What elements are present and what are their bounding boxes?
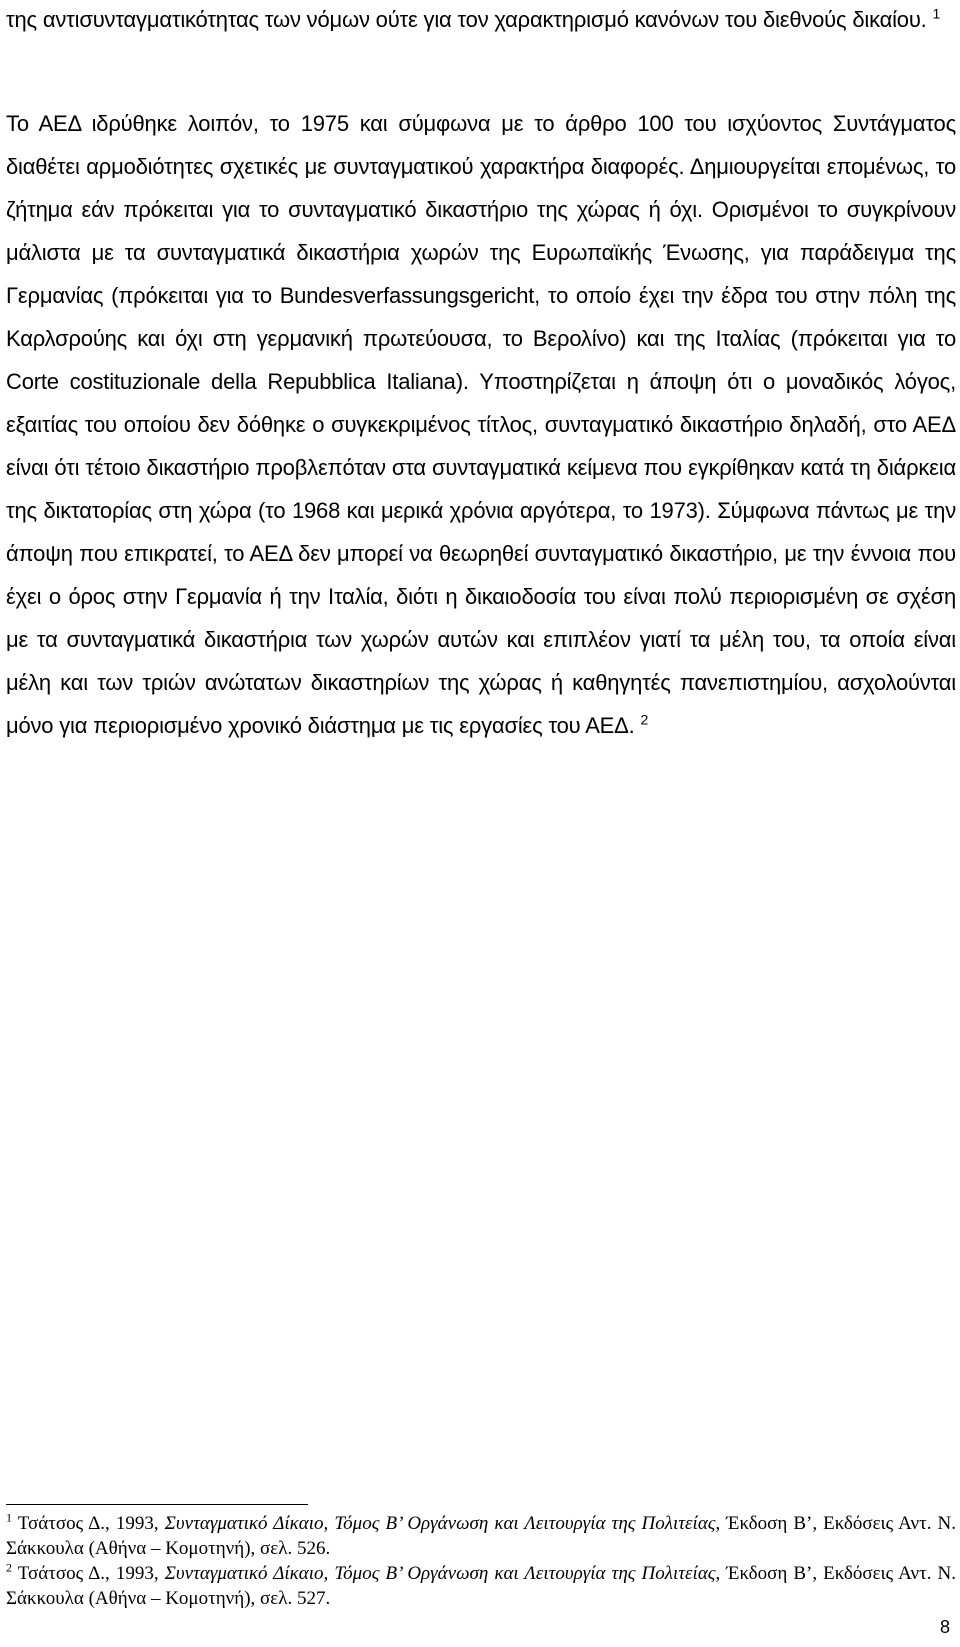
footnote-separator [6, 1504, 308, 1505]
footnote-2-rest: , Έκδοση Β’, Εκδόσεις Αντ. Ν. Σάκκουλα (Αθήνα – Κομοτηνή), σελ. 527. [6, 1563, 956, 1609]
footnote-2-number: 2 [6, 1560, 12, 1575]
footnote-1 [6, 1511, 956, 1561]
page-number: 8 [939, 1617, 950, 1637]
footnote-1-title: Συνταγματικό Δίκαιο, Τόμος Β’ Οργάνωση και Λειτουργία της Πολιτείας [164, 1513, 716, 1534]
footnote-1-number: 1 [6, 1510, 12, 1525]
footnote-2-author: Τσάτσος Δ., 1993, [17, 1563, 165, 1584]
footnote-2-title: Συνταγματικό Δίκαιο, Τόμος Β’ Οργάνωση και Λειτουργία της Πολιτείας [164, 1563, 716, 1584]
footnote-ref-1: 1 [932, 5, 941, 22]
footnote-1-rest: , Έκδοση Β’, Εκδόσεις Αντ. Ν. Σάκκουλα (Αθήνα – Κομοτηνή), σελ. 526. [6, 1513, 956, 1559]
paragraph-continuation [6, 0, 956, 39]
footnote-2 [6, 1561, 956, 1611]
paragraph-1-text: της αντισυνταγματικότητας των νόμων ούτε για τον χαρακτηρισμό κανόνων του διεθνούς δικαίου. [6, 7, 927, 32]
paragraph-2-text: Το ΑΕΔ ιδρύθηκε λοιπόν, το 1975 και σύμφωνα με το άρθρο 100 του ισχύοντος Συντάγματος διαθέτει αρμοδιότητες σχετικές με συνταγματικού χαρακτήρα διαφορές. Δημιουργείται επομένως, το ζήτημα εάν πρόκειται για το συνταγματικό δικαστήριο της χώρας ή όχι. Ορισμένοι το συγκρίνουν μάλιστα με τα συνταγματικά δικαστήρια χωρών της Ευρωπαϊκής Ένωσης, για παράδειγμα της Γερμανίας (πρόκειται για το Bundesverfassungsgericht, το οποίο έχει την έδρα του στην πόλη της Καρλσρούης και όχι στη γερμανική πρωτεύουσα, το Βερολίνο) και της Ιταλίας (πρόκειται για το Corte costituzionale della Repubblica Italiana). Υποστηρίζεται η άποψη ότι ο μοναδικός λόγος, εξαιτίας του οποίου δεν δόθηκε ο συγκεκριμένος τίτλος, συνταγματικό δικαστήριο δηλαδή, στο ΑΕΔ είναι ότι τέτοιο δικαστήριο προβλεπόταν στα συνταγματικά κείμενα που εγκρίθηκαν κατά τη διάρκεια της δικτατορίας στη χώρα (το 1968 και μερικά χρόνια αργότερα, το 1973). Σύμφωνα πάντως με την άποψη που επικρατεί, το ΑΕΔ δεν μπορεί να θεωρηθεί συνταγματικό δικαστήριο, με την έννοια που έχει ο όρος στην Γερμανία ή την Ιταλία, διότι η δικαιοδοσία του είναι πολύ περιορισμένη σε σχέση με τα συνταγματικά δικαστήρια των χωρών αυτών και επιπλέον γιατί τα μέλη του, τα οποία είναι μέλη και των τριών ανώτατων δικαστηρίων της χώρας ή καθηγητές πανεπιστημίου, ασχολούνται μόνο για περιορισμένο χρονικό διάστημα με τις εργασίες του ΑΕΔ. [6, 111, 956, 738]
paragraph-main [6, 102, 956, 747]
footnote-ref-2: 2 [640, 711, 649, 728]
footnote-1-author: Τσάτσος Δ., 1993, [17, 1513, 165, 1534]
